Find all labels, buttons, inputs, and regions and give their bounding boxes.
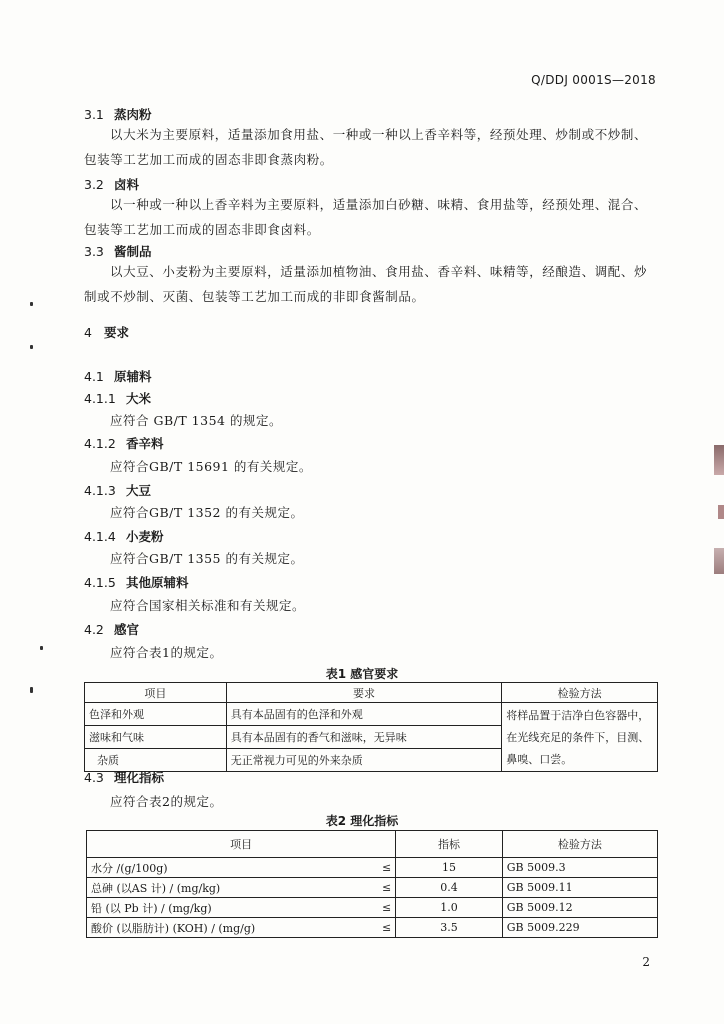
requirement-cell: 具有本品固有的色泽和外观 — [226, 703, 501, 726]
scan-dot — [30, 687, 33, 693]
section-4-1-5-heading: 4.1.5 其他原辅料 — [84, 575, 189, 590]
scan-dot — [40, 646, 43, 650]
column-header: 要求 — [226, 683, 501, 703]
method-cell: GB 5009.3 — [502, 858, 657, 878]
section-4-2-body: 应符合表1的规定。 — [110, 645, 223, 660]
value-cell: 1.0 — [396, 898, 503, 918]
section-3-1-body: 以大米为主要原料，适量添加食用盐、一种或一种以上香辛料等，经预处理、炒制或不炒制、包装等工艺加工而成的固态非即食蒸肉粉。 — [84, 127, 648, 167]
column-header: 项目 — [87, 831, 396, 858]
table-row — [87, 878, 658, 898]
column-header: 检验方法 — [502, 683, 658, 703]
value-cell: 15 — [396, 858, 503, 878]
section-4-1-4-body: 应符合GB/T 1355 的有关规定。 — [110, 551, 304, 566]
scan-dot — [30, 345, 33, 349]
section-3-1-heading: 3.1 蒸肉粉 — [84, 107, 152, 122]
item-cell: 总砷 (以AS 计) / (mg/kg) — [87, 878, 368, 898]
page-number: 2 — [642, 955, 650, 969]
table-row — [85, 703, 658, 726]
section-4-heading: 4 要求 — [84, 325, 130, 340]
table-row — [87, 918, 658, 938]
item-cell: 杂质 — [85, 749, 227, 772]
section-3-2-body: 以一种或一种以上香辛料为主要原料，适量添加白砂糖、味精、食用盐等，经预处理、混合、包装等工艺加工而成的固态非即食卤料。 — [84, 197, 648, 237]
method-cell: GB 5009.11 — [502, 878, 657, 898]
scan-dot — [30, 302, 33, 306]
item-cell: 铅 (以 Pb 计) / (mg/kg) — [87, 898, 368, 918]
scan-edge-mark — [714, 445, 724, 475]
value-cell: 0.4 — [396, 878, 503, 898]
section-4-1-3-body: 应符合GB/T 1352 的有关规定。 — [110, 505, 304, 520]
document-code-header: Q/DDJ 0001S—2018 — [531, 73, 656, 87]
method-cell: GB 5009.12 — [502, 898, 657, 918]
table-header-row — [85, 683, 658, 703]
table-header-row — [87, 831, 658, 858]
item-cell: 水分 /(g/100g) — [87, 858, 368, 878]
section-4-1-4-heading: 4.1.4 小麦粉 — [84, 529, 164, 544]
section-4-1-2-body: 应符合GB/T 15691 的有关规定。 — [110, 459, 312, 474]
operator-cell: ≤ — [367, 878, 395, 898]
table-1-caption: 表1 感官要求 — [325, 667, 399, 681]
section-4-3-body: 应符合表2的规定。 — [110, 794, 223, 809]
requirement-cell: 无正常视力可见的外来杂质 — [226, 749, 501, 772]
scan-edge-mark — [714, 548, 724, 574]
item-cell: 色泽和外观 — [85, 703, 227, 726]
operator-cell: ≤ — [367, 858, 395, 878]
item-cell: 滋味和气味 — [85, 726, 227, 749]
section-4-1-5-body: 应符合国家相关标准和有关规定。 — [110, 598, 306, 613]
section-4-1-1-body: 应符合 GB/T 1354 的规定。 — [110, 413, 282, 428]
section-3-2-heading: 3.2 卤料 — [84, 177, 140, 192]
column-header: 指标 — [396, 831, 503, 858]
section-4-1-3-heading: 4.1.3 大豆 — [84, 483, 152, 498]
table-row — [87, 858, 658, 878]
table-row — [87, 898, 658, 918]
item-cell: 酸价 (以脂肪计) (KOH) / (mg/g) — [87, 918, 368, 938]
method-cell: 将样品置于洁净白色容器中，在光线充足的条件下，目测、鼻嗅、口尝。 — [502, 703, 658, 772]
requirement-cell: 具有本品固有的香气和滋味，无异味 — [226, 726, 501, 749]
section-3-3-body: 以大豆、小麦粉为主要原料，适量添加植物油、食用盐、香辛料、味精等，经酿造、调配、炒制或不炒制、灭菌、包装等工艺加工而成的非即食酱制品。 — [84, 264, 648, 304]
sensory-requirements-table — [84, 682, 658, 772]
section-4-1-heading: 4.1 原辅料 — [84, 369, 152, 384]
physicochemical-indicators-table — [86, 830, 658, 938]
table-2-caption: 表2 理化指标 — [325, 814, 399, 828]
section-4-1-2-heading: 4.1.2 香辛料 — [84, 436, 164, 451]
column-header: 检验方法 — [502, 831, 657, 858]
section-4-2-heading: 4.2 感官 — [84, 622, 140, 637]
method-cell: GB 5009.229 — [502, 918, 657, 938]
operator-cell: ≤ — [367, 918, 395, 938]
value-cell: 3.5 — [396, 918, 503, 938]
operator-cell: ≤ — [367, 898, 395, 918]
column-header: 项目 — [85, 683, 227, 703]
section-4-3-heading: 4.3 理化指标 — [84, 770, 165, 785]
section-4-1-1-heading: 4.1.1 大米 — [84, 391, 152, 406]
scan-edge-mark — [718, 505, 724, 519]
section-3-3-heading: 3.3 酱制品 — [84, 244, 152, 259]
